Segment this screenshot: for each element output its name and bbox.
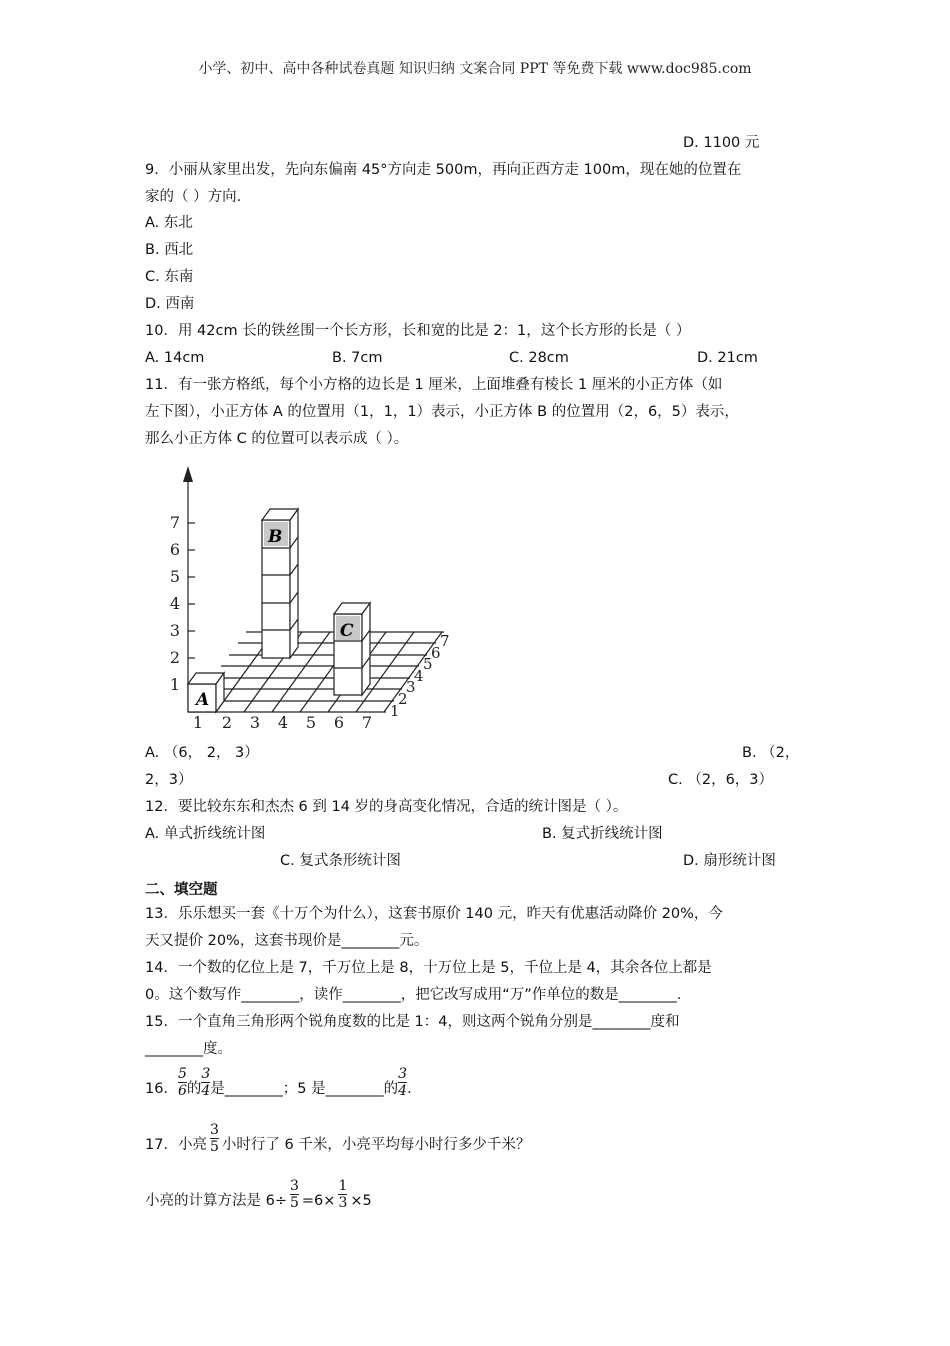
- q17-prefix: 17．小亮: [145, 1137, 207, 1153]
- q9-option-c: C. 东南: [145, 269, 194, 285]
- y-tick-4: 4: [169, 594, 180, 613]
- y-tick-2: 2: [169, 648, 180, 667]
- cube-stack-figure: [150, 462, 460, 732]
- y-tick-6: 6: [169, 540, 180, 559]
- x-tick-5: 5: [305, 713, 317, 732]
- q16-number: 16．: [145, 1081, 178, 1097]
- q10-text: 10．用 42cm 长的铁丝围一个长方形，长和宽的比是 2：1，这个长方形的长是（ ）: [145, 323, 691, 339]
- q16-line: [145, 1066, 412, 1099]
- y-tick-5: 5: [169, 567, 180, 586]
- q16-fraction-1: $\frac{5}{6}$: [177, 1066, 187, 1099]
- q12-text: 12．要比较东东和杰杰 6 到 14 岁的身高变化情况，合适的统计图是（ ）。: [145, 799, 628, 815]
- section-title-fill-in: 二、填空题: [145, 882, 218, 898]
- q8-option-d: D. 1100 元: [683, 135, 760, 151]
- q14-line1: 14．一个数的亿位上是 7，千万位上是 8，十万位上是 5，千位上是 4，其余各位上都是: [145, 960, 712, 976]
- q15-line1: 15．一个直角三角形两个锐角度数的比是 1：4，则这两个锐角分别是________度和: [145, 1014, 680, 1030]
- q12-option-b: B. 复式折线统计图: [542, 826, 663, 842]
- z-tick-4: 4: [414, 667, 424, 685]
- q9-line2: 家的（ ）方向.: [145, 189, 242, 205]
- z-tick-6: 6: [431, 644, 441, 662]
- z-tick-5: 5: [423, 655, 433, 673]
- q15-line2: ________度。: [145, 1041, 232, 1057]
- q17-line1: [145, 1122, 530, 1155]
- axis-arrow: [183, 466, 193, 482]
- q17-calc-fraction-1: $\frac{3}{5}$: [289, 1178, 299, 1211]
- q9-option-d: D. 西南: [145, 296, 195, 312]
- q11-option-b-part2: 2，3）: [145, 772, 193, 788]
- q14-line2: 0。这个数写作________，读作________，把它改写成用“万”作单位的数是________.: [145, 987, 682, 1003]
- q9-line1: 9．小丽从家里出发，先向东偏南 45°方向走 500m，再向正西方走 100m，现在她的位置在: [145, 162, 742, 178]
- z-tick-2: 2: [398, 690, 408, 708]
- q12-option-c: C. 复式条形统计图: [280, 853, 401, 869]
- x-tick-1: 1: [192, 713, 204, 732]
- q11-option-c: C. （2，6，3）: [668, 772, 774, 788]
- q17-question: 小时行了 6 千米，小亮平均每小时行多少千米？: [221, 1137, 531, 1153]
- cube-a-label: A: [196, 690, 210, 710]
- q16-de: 的: [186, 1081, 202, 1097]
- q10-option-b: B. 7cm: [332, 350, 383, 366]
- q17-calc-fraction-2: $\frac{1}{3}$: [338, 1178, 348, 1211]
- q13-line2: 天又提价 20%，这套书现价是________元。: [145, 933, 429, 949]
- q12-option-d: D. 扇形统计图: [683, 853, 776, 869]
- q16-fraction-2: $\frac{3}{4}$: [201, 1066, 211, 1099]
- q17-fraction: $\frac{3}{5}$: [209, 1122, 219, 1155]
- q17-calc-middle: =6×: [301, 1193, 336, 1209]
- z-tick-3: 3: [406, 678, 416, 696]
- q16-end: .: [407, 1081, 412, 1097]
- q11-line1: 11．有一张方格纸，每个小方格的边长是 1 厘米，上面堆叠有棱长 1 厘米的小正方体（如: [145, 377, 723, 393]
- x-tick-6: 6: [333, 713, 345, 732]
- q11-line2: 左下图），小正方体 A 的位置用（1，1，1）表示，小正方体 B 的位置用（2，6，5）表示，: [145, 404, 739, 420]
- x-tick-4: 4: [277, 713, 289, 732]
- q17-calc-end: ×5: [350, 1193, 372, 1209]
- y-tick-3: 3: [169, 621, 180, 640]
- x-tick-7: 7: [361, 713, 373, 732]
- page-header: 小学、初中、高中各种试卷真题 知识归纳 文案合同 PPT 等免费下载 www.doc985.com: [198, 61, 752, 77]
- x-tick-3: 3: [249, 713, 261, 732]
- z-tick-7: 7: [440, 632, 450, 650]
- q11-line3: 那么小正方体 C 的位置可以表示成（ ）。: [145, 431, 409, 447]
- y-tick-7: 7: [169, 513, 180, 532]
- q10-option-c: C. 28cm: [509, 350, 569, 366]
- q17-calc-line: [145, 1178, 372, 1211]
- cube-c-column: [334, 603, 370, 695]
- z-tick-1: 1: [390, 702, 400, 720]
- cube-c-label: C: [340, 621, 354, 641]
- q12-option-a: A. 单式折线统计图: [145, 826, 266, 842]
- q16-middle: 是________；5 是________的: [210, 1081, 399, 1097]
- cube-b-label: B: [268, 527, 283, 547]
- q9-option-b: B. 西北: [145, 242, 194, 258]
- q10-option-a: A. 14cm: [145, 350, 205, 366]
- q17-calc-prefix: 小亮的计算方法是 6÷: [145, 1193, 287, 1209]
- q16-fraction-3: $\frac{3}{4}$: [398, 1066, 408, 1099]
- y-tick-1: 1: [169, 675, 180, 694]
- x-tick-2: 2: [221, 713, 233, 732]
- q9-option-a: A. 东北: [145, 215, 193, 231]
- q11-option-a: A. （6， 2， 3）: [145, 745, 259, 761]
- q13-line1: 13．乐乐想买一套《十万个为什么），这套书原价 140 元，昨天有优惠活动降价 20%，今: [145, 906, 723, 922]
- q11-option-b-part1: B. （2，: [742, 745, 800, 761]
- q10-option-d: D. 21cm: [697, 350, 758, 366]
